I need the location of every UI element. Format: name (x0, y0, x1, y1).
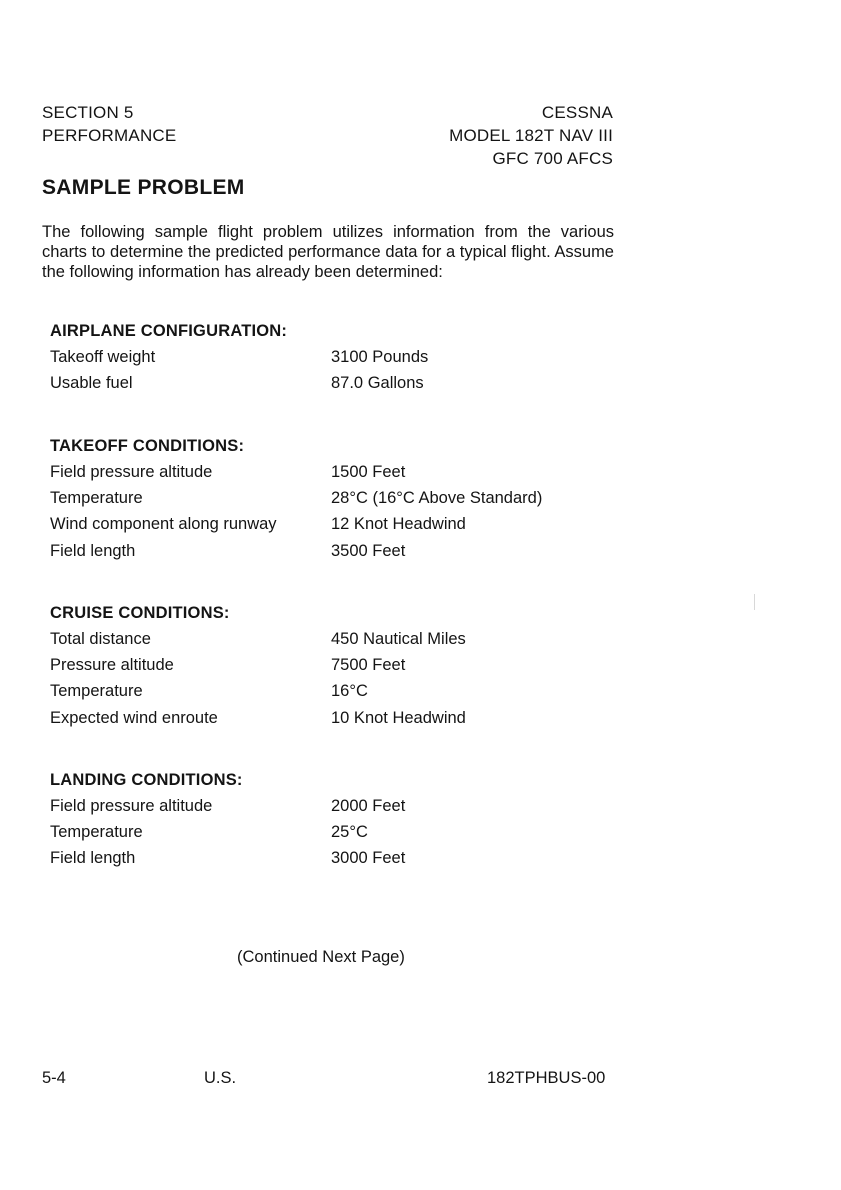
row-value: 16°C (331, 682, 368, 701)
header-autopilot: GFC 700 AFCS (492, 149, 613, 168)
takeoff-conditions-section (50, 433, 610, 564)
row-value: 87.0 Gallons (331, 374, 424, 393)
intro-paragraph: The following sample flight problem utilizes information from the various charts to determine the predicted performance data for a typical flight. Assume the following information has already been determined: (42, 223, 614, 281)
table-row (50, 370, 610, 396)
row-label: Temperature (50, 682, 143, 701)
header-manufacturer: CESSNA (541, 103, 613, 122)
row-value: 10 Knot Headwind (331, 708, 466, 727)
section-heading: TAKEOFF CONDITIONS: (50, 437, 245, 455)
table-row (50, 538, 610, 564)
table-row (50, 511, 610, 537)
row-label: Pressure altitude (50, 656, 174, 675)
row-value: 28°C (16°C Above Standard) (331, 489, 543, 508)
section-heading: LANDING CONDITIONS: (50, 771, 243, 789)
table-row (50, 626, 610, 652)
row-label: Usable fuel (50, 374, 133, 393)
row-value: 450 Nautical Miles (331, 630, 466, 648)
row-value: 25°C (331, 823, 368, 842)
footer-document-id: 182TPHBUS-00 (487, 1069, 606, 1087)
page-title: SAMPLE PROBLEM (42, 176, 245, 199)
header-chapter: PERFORMANCE (42, 126, 177, 145)
table-row (50, 819, 610, 845)
row-label: Temperature (50, 489, 143, 508)
row-label: Field pressure altitude (50, 797, 213, 815)
continued-note: (Continued Next Page) (237, 948, 405, 966)
row-label: Wind component along runway (50, 515, 277, 534)
header-section-block (42, 101, 176, 147)
section-heading: CRUISE CONDITIONS: (50, 604, 230, 622)
table-row (50, 845, 610, 871)
table-row (50, 678, 610, 704)
table-row (50, 344, 610, 370)
row-label: Field pressure altitude (50, 463, 213, 481)
row-label: Expected wind enroute (50, 708, 218, 727)
row-label: Total distance (50, 630, 151, 648)
header-section: SECTION 5 (42, 103, 134, 122)
table-row (50, 652, 610, 678)
row-value: 12 Knot Headwind (331, 515, 466, 534)
table-row (50, 705, 610, 731)
table-row (50, 459, 610, 485)
row-value: 3500 Feet (331, 541, 406, 560)
row-value: 3100 Pounds (331, 348, 429, 366)
row-value: 7500 Feet (331, 656, 406, 675)
row-value: 2000 Feet (331, 797, 406, 815)
row-label: Field length (50, 541, 136, 560)
row-value: 3000 Feet (331, 849, 406, 868)
row-label: Temperature (50, 823, 143, 842)
header-aircraft-block (449, 101, 613, 170)
footer-region: U.S. (204, 1069, 237, 1087)
section-heading: AIRPLANE CONFIGURATION: (50, 322, 288, 340)
cruise-conditions-section (50, 600, 610, 731)
landing-conditions-section (50, 767, 610, 872)
scan-artifact (754, 594, 755, 610)
airplane-configuration-section (50, 318, 610, 396)
table-row (50, 793, 610, 819)
row-label: Takeoff weight (50, 348, 156, 366)
header-model: MODEL 182T NAV III (449, 126, 613, 145)
row-value: 1500 Feet (331, 463, 406, 481)
table-row (50, 485, 610, 511)
footer-page-number: 5-4 (42, 1069, 66, 1087)
row-label: Field length (50, 849, 136, 868)
